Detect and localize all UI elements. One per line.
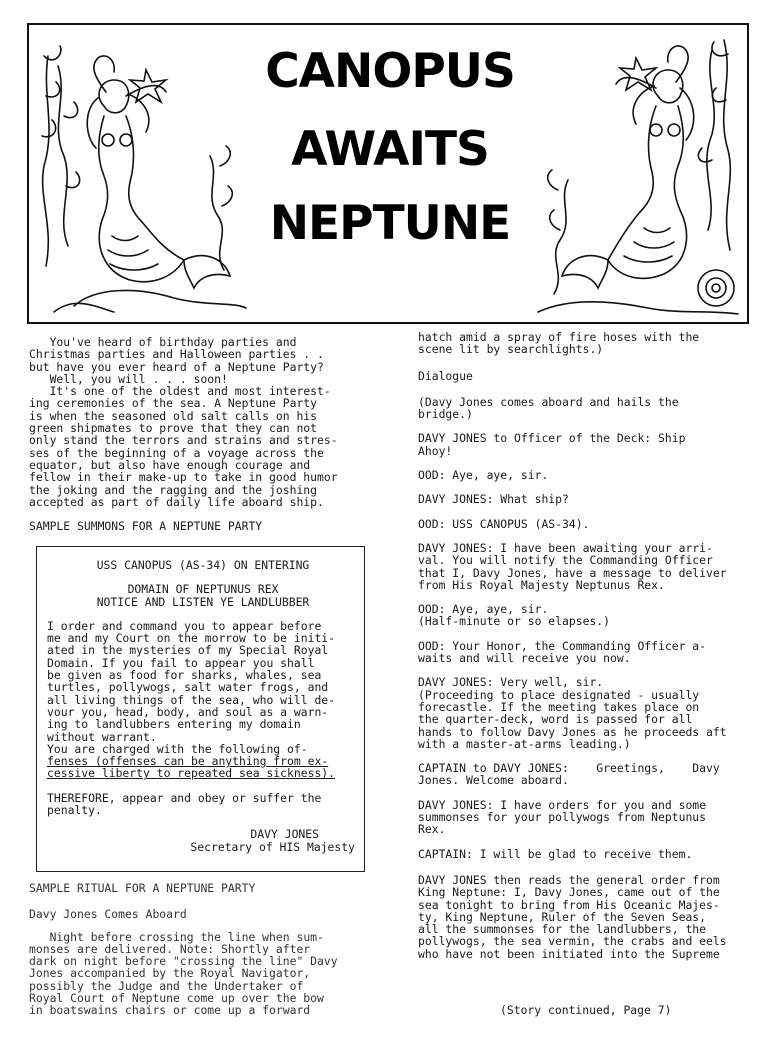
right-column: [418, 331, 760, 960]
intro-line: but have you ever heard of a Neptune Party?: [29, 359, 324, 374]
intro-line: equator, but also have enough courage and: [29, 457, 311, 472]
summons-body-line: vour you, head, body, and soul as a warn-: [47, 704, 329, 719]
summons-heading: SAMPLE SUMMONS FOR A NEPTUNE PARTY: [29, 519, 263, 534]
summons-body-line: Domain. If you fail to appear you shall: [47, 655, 315, 670]
mermaid-illustration-right: [528, 30, 748, 320]
summons-signature-title: Secretary of HIS Majesty: [190, 839, 355, 854]
summons-charge-line: fenses (offenses can be anything from ex-: [47, 754, 329, 769]
ritual-line: Royal Court of Neptune come up over the bow: [29, 991, 324, 1006]
summons-body-line: me and my Court on the morrow to be initi-: [47, 631, 336, 646]
dialogue-line: (Half-minute or so elapses.): [418, 614, 611, 629]
dialogue-line: val. You will notify the Commanding Officer: [418, 553, 713, 568]
ritual-line: in boatswains chairs or come up a forward: [29, 1003, 311, 1018]
dialogue-line: DAVY JONES: Very well, sir.: [418, 675, 604, 690]
dialogue-line: the quarter-deck, word is passed for all: [418, 712, 693, 727]
dialogue-line: OOD: Your Honor, the Commanding Officer a-: [418, 638, 707, 653]
summons-body-line: without warrant.: [47, 729, 157, 744]
intro-line: It's one of the oldest and most interest-: [29, 384, 331, 399]
dialogue-heading: Dialogue: [418, 368, 473, 383]
summons-title-line: USS CANOPUS (AS-34) ON ENTERING: [96, 558, 310, 572]
dialogue-block: [418, 874, 760, 960]
ritual-section: [29, 882, 365, 1017]
intro-line: accepted as part of daily life aboard ship.: [29, 494, 324, 509]
title-line: AWAITS: [291, 122, 489, 177]
dialogue-line: bridge.): [418, 407, 473, 422]
dialogue-line: CAPTAIN to DAVY JONES: Greetings, Davy: [418, 761, 720, 776]
summons-box: [36, 546, 365, 872]
dialogue-line: ty, King Neptune, Ruler of the Seven Seas,: [418, 909, 707, 924]
summons-body-line: turtles, pollywogs, salt water frogs, and: [47, 680, 329, 695]
dialogue-line: Ahoy!: [418, 443, 453, 458]
intro-line: ing ceremonies of the sea. A Neptune Party: [29, 396, 318, 411]
summons-title-line: NOTICE AND LISTEN YE LANDLUBBER: [96, 594, 310, 609]
dialogue-line: hatch amid a spray of fire hoses with the: [418, 330, 700, 344]
dialogue-line: waits and will receive you now.: [418, 651, 631, 666]
dialogue-block: [418, 542, 760, 591]
intro-line: green shipmates to prove that they can not: [29, 421, 318, 436]
dialogue-line: Jones. Welcome aboard.: [418, 773, 569, 788]
intro-line: Well, you will . . . soon!: [29, 371, 228, 386]
summons-closing-line: penalty.: [47, 803, 102, 818]
dialogue-line: OOD: USS CANOPUS (AS-34).: [418, 516, 590, 531]
dialogue-line: hands to follow Davy Jones as he proceeds aft: [418, 724, 727, 739]
dialogue-line: DAVY JONES: I have been awaiting your arri-: [418, 540, 713, 555]
dialogue-block: [418, 676, 760, 750]
ritual-line: monses are delivered. Note: Shortly after: [29, 941, 311, 956]
intro-line: is when the seasoned old salt calls on his: [29, 408, 318, 423]
dialogue-block: [418, 396, 760, 421]
dialogue-block: [418, 493, 760, 505]
dialogue-line: sea tonight to bring from His Oceanic Majes-: [418, 897, 720, 912]
dialogue-line: (Davy Jones comes aboard and hails the: [418, 394, 679, 409]
dialogue-line: forecastle. If the meeting takes place on: [418, 699, 700, 714]
dialogue-line: King Neptune: I, Davy Jones, came out of the: [418, 885, 720, 900]
left-column: [29, 336, 365, 532]
dialogue-line: who have not been initiated into the Supreme: [418, 946, 720, 961]
dialogue-block: [418, 469, 760, 481]
continued-note: (Story continued, Page 7): [500, 1003, 672, 1017]
summons-charge-line: cessive liberty to repeated sea sickness).: [47, 766, 336, 781]
mermaid-illustration-left: [34, 36, 252, 320]
summons-body-line: ated in the mysteries of my Special Royal: [47, 643, 329, 658]
intro-line: fellow in their make-up to take in good humor: [29, 470, 338, 485]
ritual-line: Night before crossing the line when sum-: [29, 929, 324, 944]
dialogue-block: [418, 799, 760, 836]
dialogue-line: OOD: Aye, aye, sir.: [418, 468, 549, 483]
dialogue-block: [418, 370, 760, 382]
summons-body-line: be given as food for sharks, whales, sea: [47, 668, 322, 683]
dialogue-line: scene lit by searchlights.): [418, 342, 604, 357]
dialogue-block: [418, 762, 760, 787]
ritual-line: possibly the Judge and the Undertaker of: [29, 978, 304, 993]
dialogue-block: [418, 432, 760, 457]
ritual-heading: SAMPLE RITUAL FOR A NEPTUNE PARTY: [29, 881, 256, 895]
summons-closing-line: THEREFORE, appear and obey or suffer the: [47, 790, 322, 805]
dialogue-line: Rex.: [418, 822, 446, 837]
title-line: CANOPUS: [265, 44, 515, 99]
intro-line: ses of the beginning of a voyage across the: [29, 445, 324, 460]
dialogue-line: DAVY JONES to Officer of the Deck: Ship: [418, 431, 686, 446]
dialogue-line: summonses for your pollywogs from Neptunus: [418, 810, 707, 825]
dialogue-line: with a master-at-arms leading.): [418, 736, 631, 751]
dialogue-line: DAVY JONES: I have orders for you and some: [418, 797, 707, 812]
dialogue-line: all the summonses for the landlubbers, the: [418, 922, 707, 937]
dialogue-block: [418, 848, 760, 860]
ritual-line: dark on night before "crossing the line" Davy: [29, 954, 338, 969]
dialogue-block: [418, 603, 760, 628]
summons-title-line: DOMAIN OF NEPTUNUS REX: [127, 582, 279, 597]
intro-line: the joking and the ragging and the joshing: [29, 482, 318, 497]
summons-body-line: ing to landlubbers entering my domain: [47, 717, 301, 732]
dialogue-line: pollywogs, the sea vermin, the crabs and eels: [418, 934, 727, 949]
intro-line: You've heard of birthday parties and: [29, 335, 297, 349]
dialogue-line: (Proceeding to place designated - usually: [418, 687, 700, 702]
summons-body-line: You are charged with the following of-: [47, 741, 308, 756]
summons-body-line: all living things of the sea, who will de-: [47, 692, 336, 707]
dialogue-line: OOD: Aye, aye, sir.: [418, 602, 549, 617]
dialogue-line: CAPTAIN: I will be glad to receive them.: [418, 846, 693, 861]
dialogue-line: DAVY JONES then reads the general order from: [418, 872, 720, 887]
dialogue-block: [418, 518, 760, 530]
dialogue-line: from His Royal Majesty Neptunus Rex.: [418, 577, 665, 592]
dialogue-block: [418, 640, 760, 665]
ritual-subheading: Davy Jones Comes Aboard: [29, 907, 187, 922]
summons-body-line: I order and command you to appear before: [47, 618, 322, 633]
intro-line: Christmas parties and Halloween parties . .: [29, 347, 324, 362]
title-line: NEPTUNE: [269, 196, 511, 251]
summons-signature: DAVY JONES: [250, 827, 319, 842]
dialogue-block: [418, 331, 760, 356]
dialogue-line: that I, Davy Jones, have a message to deliver: [418, 565, 727, 580]
ritual-line: Jones accompanied by the Royal Navigator,: [29, 966, 311, 981]
intro-line: only stand the terrors and strains and stres-: [29, 433, 338, 448]
dialogue-line: DAVY JONES: What ship?: [418, 492, 569, 507]
